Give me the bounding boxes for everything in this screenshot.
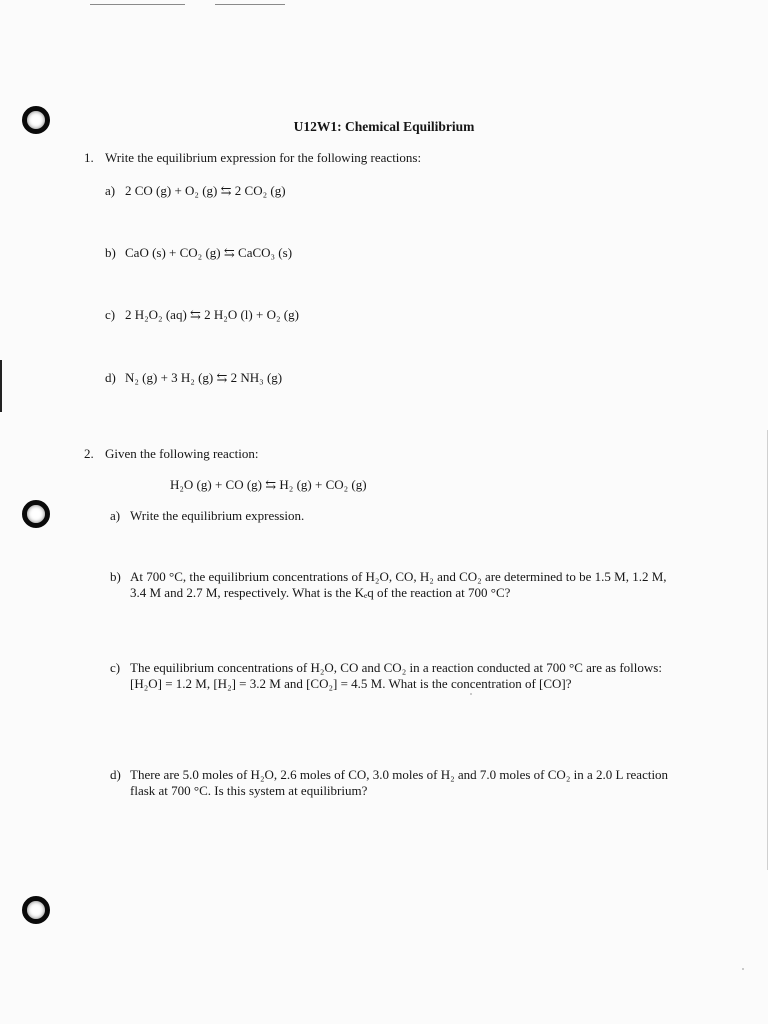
part-letter: c) bbox=[110, 660, 121, 675]
scan-edge bbox=[0, 360, 2, 412]
part-text-line-1: At 700 °C, the equilibrium concentrations of H₂O, CO, H₂ and CO₂ are determined to be 1.5 M, 1.2 M, bbox=[130, 569, 667, 584]
part-text-line-1: The equilibrium concentrations of H₂O, CO and CO₂ in a reaction conducted at 700 °C are as follows: bbox=[130, 660, 662, 675]
scan-line bbox=[90, 4, 185, 5]
reaction-equation: 2 H₂O₂ (aq) ⇆ 2 H₂O (l) + O₂ (g) bbox=[125, 307, 299, 322]
part-text-line-2: 3.4 M and 2.7 M, respectively. What is the Kₑq of the reaction at 700 °C? bbox=[130, 585, 511, 600]
scan-speck bbox=[742, 968, 744, 970]
part-letter: b) bbox=[105, 245, 116, 260]
reaction-equation: N₂ (g) + 3 H₂ (g) ⇆ 2 NH₃ (g) bbox=[125, 370, 283, 385]
part-letter: d) bbox=[110, 767, 121, 782]
part-text-line-2: [H₂O] = 1.2 M, [H₂] = 3.2 M and [CO₂] = 4.5 M. What is the concentration of [CO]? bbox=[130, 676, 572, 691]
scan-speck bbox=[470, 693, 472, 695]
question-prompt: Write the equilibrium expression for the following reactions: bbox=[105, 150, 422, 165]
question-number: 2. bbox=[84, 446, 94, 461]
question-number: 1. bbox=[84, 150, 94, 165]
part-text: Write the equilibrium expression. bbox=[130, 508, 305, 523]
binder-hole-middle bbox=[22, 500, 50, 528]
part-text-line-2: flask at 700 °C. Is this system at equilibrium? bbox=[130, 783, 368, 798]
part-letter: b) bbox=[110, 569, 121, 584]
scan-line bbox=[215, 4, 285, 5]
part-letter: a) bbox=[105, 183, 116, 198]
part-letter: a) bbox=[110, 508, 121, 523]
question-prompt: Given the following reaction: bbox=[105, 446, 259, 461]
binder-hole-bottom bbox=[22, 896, 50, 924]
part-letter: d) bbox=[105, 370, 116, 385]
given-reaction: H₂O (g) + CO (g) ⇆ H₂ (g) + CO₂ (g) bbox=[170, 477, 367, 492]
part-text-line-1: There are 5.0 moles of H₂O, 2.6 moles of CO, 3.0 moles of H₂ and 7.0 moles of CO₂ in a 2.0 L reaction bbox=[130, 767, 669, 782]
part-letter: c) bbox=[105, 307, 116, 322]
reaction-equation: 2 CO (g) + O₂ (g) ⇆ 2 CO₂ (g) bbox=[125, 183, 286, 198]
worksheet-title: U12W1: Chemical Equilibrium bbox=[293, 119, 475, 134]
reaction-equation: CaO (s) + CO₂ (g) ⇆ CaCO₃ (s) bbox=[125, 245, 293, 260]
